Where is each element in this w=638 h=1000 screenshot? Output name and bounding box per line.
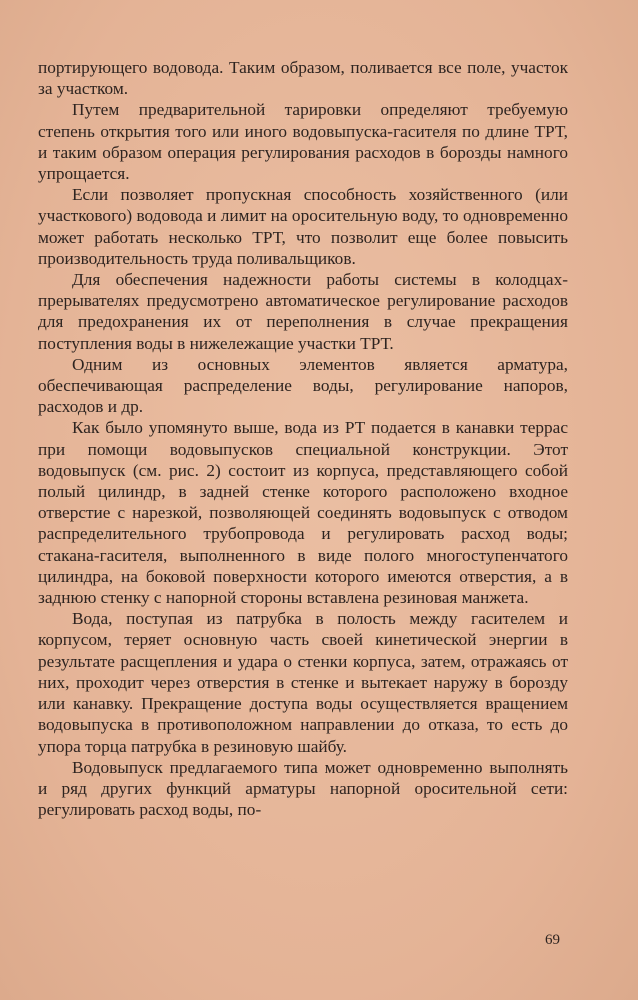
paragraph-4: Для обеспечения надежности работы системы в колодцах-прерывателях предусмотрено автоматическое регулирование расходов для предохранения их от переполнения в случае прекращения поступления воды в нижележащие участки ТРТ. bbox=[38, 270, 568, 353]
paragraph-6: Как было упомянуто выше, вода из РТ подается в канавки террас при помощи водовыпусков специальной конструкции. Этот водовыпуск (см. рис. 2) состоит из корпуса, представляющего собой полый цилиндр, в задней стенке которого расположено входное отверстие с нарезкой, позволяющей соединять водовыпуск с отводом распределительного трубопровода и регулировать расход воды; стакана-гасителя, выполненного в виде полого многоступенчатого цилиндра, на боковой поверхности которого имеются отверстия, а в заднюю стенку с напорной стороны вставлена резиновая манжета. bbox=[38, 418, 568, 608]
paragraph-5: Одним из основных элементов является арматура, обеспечивающая распределение воды, регулирование напоров, расходов и др. bbox=[38, 354, 568, 417]
paragraph-7: Вода, поступая из патрубка в полость между гасителем и корпусом, теряет основную часть своей кинетической энергии в результате расщепления и удара о стенки корпуса, затем, отражаясь от них, проходит через отверстия в стенке и вытекает наружу в борозду или канавку. Прекращение доступа воды осуществляется вращением водовыпуска в противоположном направлении до отказа, то есть до упора торца патрубка в резиновую шайбу. bbox=[38, 609, 568, 756]
body-text bbox=[38, 57, 568, 820]
paragraph-3: Если позволяет пропускная способность хозяйственного (или участкового) водовода и лимит на оросительную воду, то одновременно может работать несколько ТРТ, что позволит еще более повысить производительность труда поливальщиков. bbox=[38, 185, 568, 268]
page-number: 69 bbox=[545, 932, 560, 948]
paragraph-2: Путем предварительной тарировки определяют требуемую степень открытия того или иного водовыпуска-гасителя по длине ТРТ, и таким образом операция регулирования расходов в борозды намного упрощается. bbox=[38, 100, 568, 184]
paragraph-8: Водовыпуск предлагаемого типа может одновременно выполнять и ряд других функций арматуры напорной оросительной сети: регулировать расход воды, по- bbox=[38, 757, 568, 820]
paragraph-1: портирующего водовода. Таким образом, поливается все поле, участок за участком. bbox=[38, 58, 568, 99]
